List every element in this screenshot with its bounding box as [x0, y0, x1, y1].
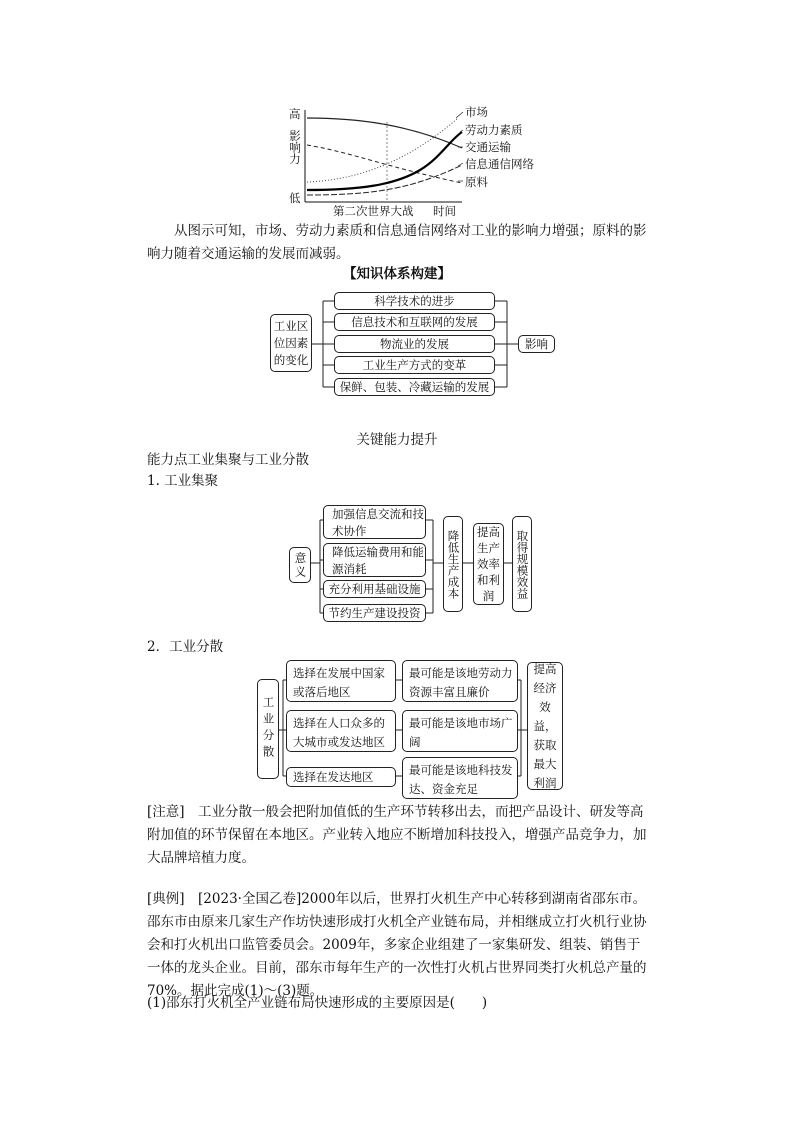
- knowledge-root: 工业区位因素的变化: [273, 318, 309, 367]
- agg-item: 降低运输费用和能源消耗: [323, 543, 426, 577]
- agg-title: 1. 工业集聚: [147, 473, 219, 489]
- disp-reason: 最可能是该地劳动力资源丰富且廉价: [402, 660, 518, 702]
- disp-root-box: [257, 679, 279, 779]
- legend-label-信息通信网络: 信息通信网络: [465, 157, 534, 171]
- knowledge-item: 物流业的发展: [334, 335, 495, 353]
- chart-caption: 从图示可知，市场、劳动力素质和信息通信网络对工业的影响力增强；原料的影响力随着交通运输的发展而减弱。: [147, 223, 647, 262]
- x-axis-label: 时间: [433, 204, 456, 218]
- agg-item: 节约生产建设投资: [323, 604, 426, 622]
- y-low-label: 低: [289, 191, 301, 205]
- agg-item: 加强信息交流和技术协作: [323, 505, 426, 539]
- knowledge-heading: 【知识体系构建】: [343, 266, 451, 282]
- agg-step1: 降低生产成本: [446, 529, 461, 599]
- section-title: 关键能力提升: [356, 432, 438, 448]
- disp-reason: 最可能是该地市场广阔: [402, 710, 518, 752]
- legend-label-原料: 原料: [465, 175, 488, 189]
- agg-step2: 提高生产效率和利润: [473, 523, 504, 605]
- agg-item: 充分利用基础设施: [323, 580, 426, 598]
- x-marker-label: 第二次世界大战: [333, 204, 414, 218]
- agg-step3: 取得规模效益: [515, 529, 530, 599]
- knowledge-result: 影响: [518, 335, 555, 353]
- disp-root: 工业分散: [261, 696, 276, 762]
- disp-result: 提高经济效益，获取最大利润: [527, 662, 563, 790]
- knowledge-item: 科学技术的进步: [334, 292, 495, 310]
- disp-choice: 选择在发达地区: [286, 767, 396, 787]
- note-paragraph: [注意] 工业分散一般会把附加值低的生产环节转移出去，而把产品设计、研发等高附加值的环节保留在本地区。产业转入地应不断增加科技投入，增强产品竞争力，加大品牌培植力度。: [147, 804, 647, 866]
- ability-point-title: 能力点工业集聚与工业分散: [147, 452, 309, 468]
- disp-title: 2．工业分散: [147, 639, 224, 655]
- question-1: (1)邵东打火机全产业链布局快速形成的主要原因是( ): [147, 995, 488, 1011]
- knowledge-item: 保鲜、包装、冷藏运输的发展: [334, 378, 495, 396]
- y-high-label: 高: [289, 107, 301, 121]
- legend-label-交通运输: 交通运输: [465, 140, 511, 154]
- example-paragraph: [典例] [2023·全国乙卷]2000年以后，世界打火机生产中心转移到湖南省邵东市。邵东市由原来几家生产作坊快速形成打火机全产业链布局，并相继成立打火机行业协会和打火机出口监管委员会。2009年，多家企业组建了一家集研发、组装、销售于一体的龙头企业。目前，邵东市每年生产的一次性打火机占世界同类打火机总产量的70%。据此完成(1)～(3)题。: [147, 891, 647, 999]
- legend-label-市场: 市场: [465, 105, 488, 119]
- knowledge-item: 工业生产方式的变革: [334, 356, 495, 374]
- disp-choice: 选择在发展中国家或落后地区: [286, 660, 396, 702]
- knowledge-item: 信息技术和互联网的发展: [334, 313, 495, 331]
- disp-reason: 最可能是该地科技发达、资金充足: [402, 757, 518, 799]
- disp-choice: 选择在人口众多的大城市或发达地区: [286, 710, 396, 752]
- y-axis-label: 影响力: [288, 130, 302, 165]
- agg-root: 意义: [293, 551, 308, 579]
- legend-label-劳动力素质: 劳动力素质: [465, 123, 523, 137]
